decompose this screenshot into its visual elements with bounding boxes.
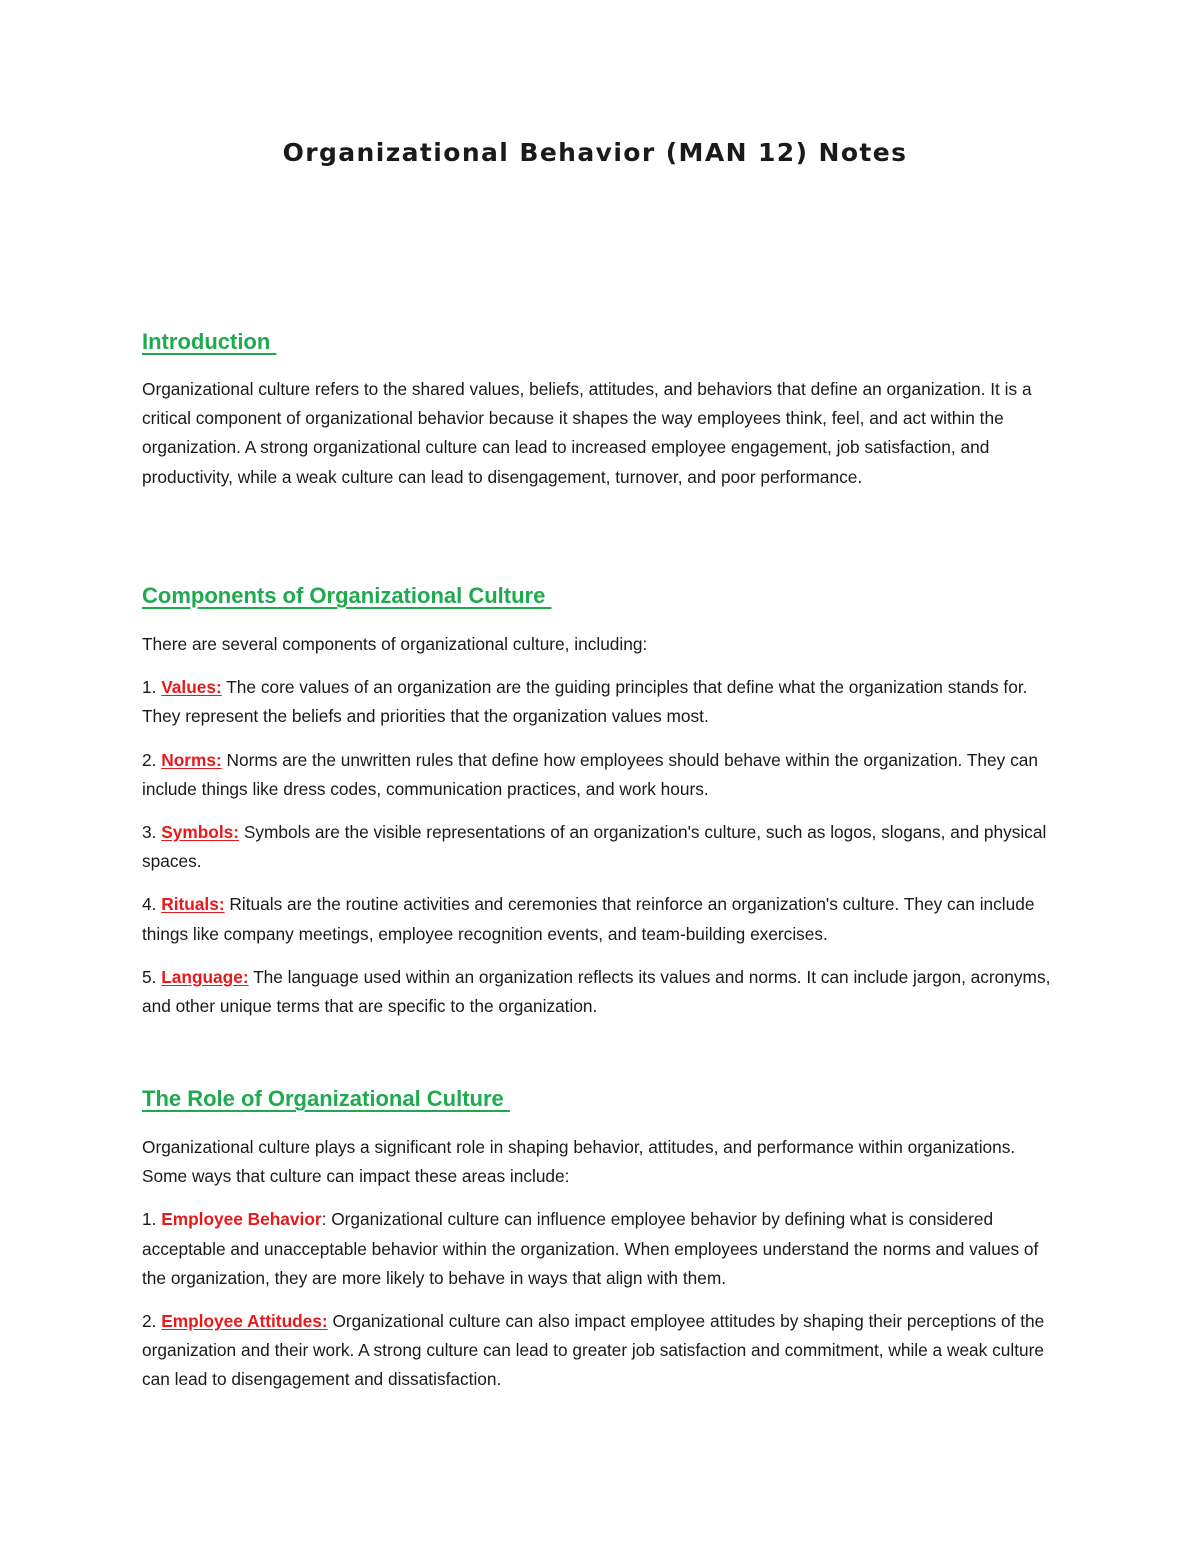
term-rituals: Rituals: [161, 894, 225, 915]
component-item-rituals [142, 890, 1062, 948]
item-number: 2. [142, 1311, 162, 1332]
section-components [142, 582, 1062, 1021]
role-item-employee-attitudes [142, 1307, 1062, 1395]
role-heading: The Role of Organizational Culture [142, 1086, 510, 1111]
term-employee-attitudes: Employee Attitudes: [161, 1311, 328, 1332]
item-text: Organizational culture can influence employee behavior by defining what is considered acceptable and unacceptable behavior within the organization. When employees understand the norms and values of the organization, they are more likely to behave in ways that align with them. [142, 1209, 1039, 1288]
item-text: Organizational culture can also impact employee attitudes by shaping their perceptions of the organization and their work. A strong culture can lead to greater job satisfaction and commitment, while a weak culture can lead to disengagement and dissatisfaction. [142, 1311, 1045, 1390]
item-text: Norms are the unwritten rules that define how employees should behave within the organization. They can include things like dress codes, communication practices, and work hours. [142, 749, 1038, 799]
term-values: Values: [161, 677, 222, 698]
item-text: The core values of an organization are the guiding principles that define what the organization stands for. They represent the beliefs and priorities that the organization values most. [142, 677, 1028, 727]
item-text: The language used within an organization reflects its values and norms. It can include jargon, acronyms, and other unique terms that are specific to the organization. [142, 966, 1051, 1017]
introduction-paragraph: Organizational culture refers to the shared values, beliefs, attitudes, and behaviors that define an organization. It is a critical component of organizational behavior because it shapes the way employees think, feel, and act within the organization. A strong organizational culture can lead to increased employee engagement, job satisfaction, and productivity, while a weak culture can lead to disengagement, turnover, and poor performance. [142, 379, 1032, 487]
term-colon: : [321, 1209, 327, 1230]
term-symbols: Symbols: [161, 822, 240, 843]
section-introduction [142, 328, 1062, 492]
component-item-language [142, 963, 1062, 1021]
item-number: 5. [142, 966, 162, 987]
introduction-heading: Introduction [142, 329, 277, 354]
component-item-values [142, 673, 1062, 731]
item-text: Rituals are the routine activities and ceremonies that reinforce an organization's culture. They can include things like company meetings, employee recognition events, and team-building exercises. [142, 894, 1035, 944]
item-text: Symbols are the visible representations of an organization's culture, such as logos, slogans, and physical spaces. [142, 822, 1047, 872]
section-role [142, 1085, 1062, 1395]
item-number: 2. [142, 749, 162, 770]
item-number: 4. [142, 894, 162, 915]
role-intro: Organizational culture plays a significant role in shaping behavior, attitudes, and performance within organizations. Some ways that culture can impact these areas include: [142, 1137, 1016, 1187]
component-item-norms [142, 746, 1062, 804]
term-language: Language: [161, 966, 249, 987]
item-number: 1. [142, 1209, 162, 1230]
component-item-symbols [142, 818, 1062, 876]
item-number: 1. [142, 677, 162, 698]
components-heading: Components of Organizational Culture [142, 583, 552, 608]
term-employee-behavior: Employee Behavior [161, 1209, 322, 1230]
item-number: 3. [142, 822, 162, 843]
term-norms: Norms: [161, 749, 222, 770]
role-item-employee-behavior [142, 1205, 1062, 1293]
document-title: Organizational Behavior (MAN 12) Notes [282, 138, 908, 167]
components-intro: There are several components of organizational culture, including: [142, 634, 648, 654]
